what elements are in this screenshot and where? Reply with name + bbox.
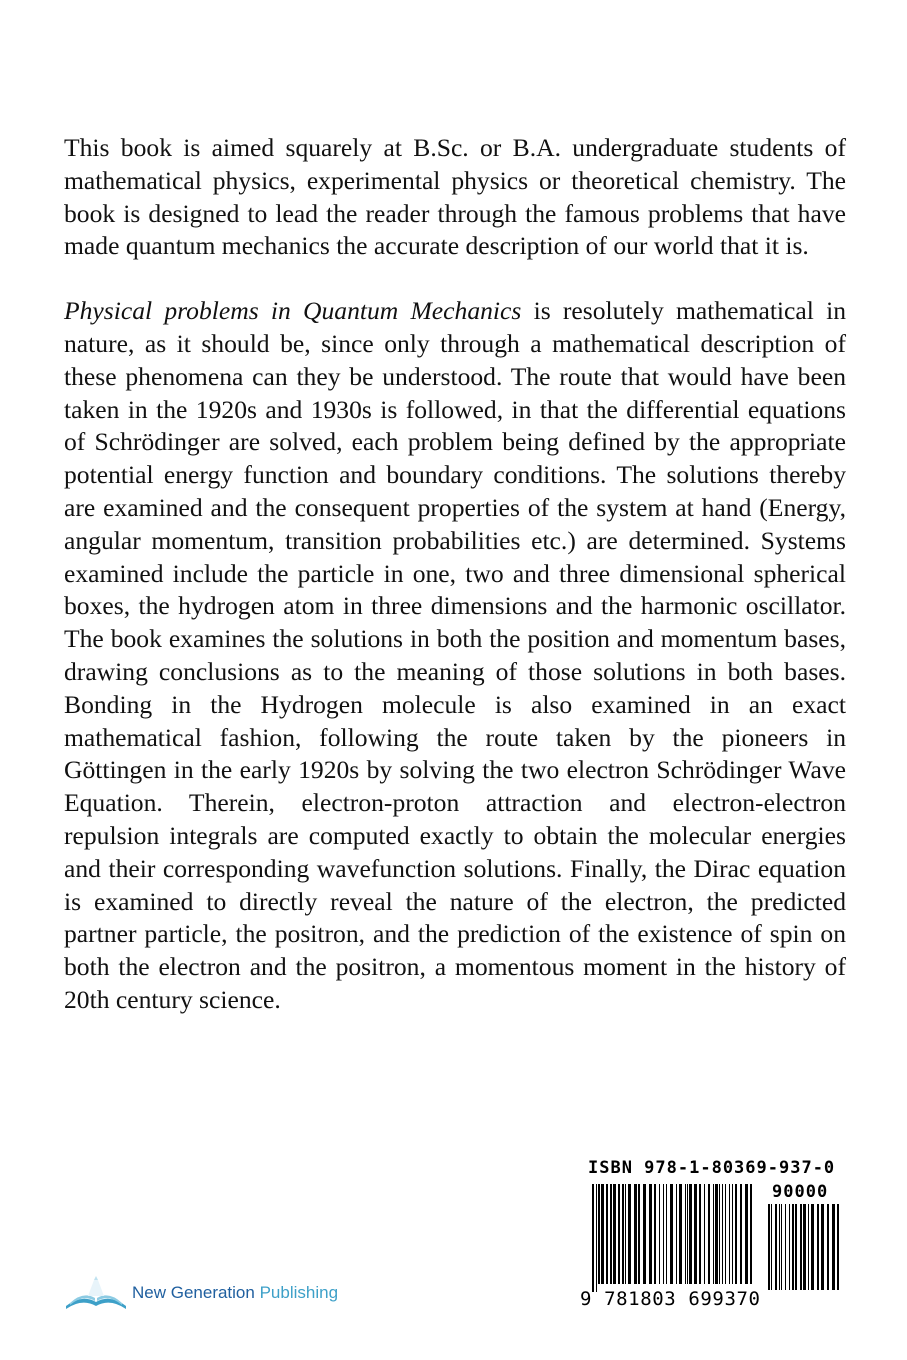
barcode-bar: [803, 1204, 806, 1290]
blurb-paragraph-2-text: is resolutely mathematical in nature, as it should be, since only through a mathematical description of these phenomena can they be understood. The route that would have been taken in the 1920s and 1930s is followed, in that the differential equations of Schrödinger are solved, each problem being defined by the appropriate potential energy function and boundary conditions. The solutions thereby are examined and the consequent properties of the system at hand (Energy, angular momentum, transition probabilities etc.) are determined. Systems examined include the particle in one, two and three dimensional spherical boxes, the hydrogen atom in three dimensions and the harmonic oscillator. The book examines the solutions in both the position and momentum bases, drawing conclusions as to the meaning of those solutions in both bases. Bonding in the Hydrogen molecule is also examined in an exact mathematical fashion, following the route taken by the pioneers in Göttingen in the early 1920s by solving the two electron Schrödinger Wave Equation. Therein, electron-proton attraction and electron-electron repulsion integrals are computed exactly to obtain the molecular energies and their corresponding wavefunction solutions. Finally, the Dirac equation is examined to directly reveal the nature of the electron, the predicted partner particle, the positron, and the prediction of the existence of spin on both the electron and the positron, a momentous moment in the history of 20th century science.: [64, 296, 846, 1014]
barcode-bar: [775, 1204, 777, 1290]
barcode-bar: [676, 1184, 677, 1284]
barcode-bar: [745, 1184, 748, 1284]
barcode-bar: [670, 1184, 673, 1284]
barcode-bar: [719, 1184, 720, 1284]
barcode-bar: [628, 1184, 631, 1284]
barcode-bar: [610, 1184, 612, 1284]
barcode-bar: [649, 1184, 652, 1284]
barcode-bar: [659, 1184, 660, 1284]
barcode-bar: [622, 1184, 624, 1284]
ean-digits: 9 781803 699370: [580, 1288, 761, 1310]
publisher-name-part2: Publishing: [259, 1283, 339, 1302]
barcode-bar: [643, 1184, 646, 1284]
barcode-bar: [687, 1184, 688, 1284]
barcode-bar: [663, 1184, 664, 1284]
barcode-bar: [596, 1184, 597, 1292]
ean-barcode-bars: [592, 1184, 756, 1292]
publisher-name-part1: New Generation: [132, 1283, 255, 1302]
barcode-bar: [606, 1184, 608, 1284]
barcode-bar: [792, 1204, 794, 1290]
book-title-italic: Physical problems in Quantum Mechanics: [64, 296, 522, 326]
barcode-bar: [800, 1204, 802, 1290]
barcode-bar: [613, 1184, 616, 1284]
barcode-bar: [666, 1184, 667, 1284]
barcode-bar: [735, 1184, 737, 1284]
barcode-bar: [715, 1184, 718, 1284]
barcode-bar: [654, 1184, 656, 1284]
isbn-barcode: [562, 1158, 846, 1324]
barcode-bar: [689, 1184, 692, 1284]
barcode-bar: [592, 1184, 594, 1292]
barcode-bar: [685, 1184, 686, 1284]
barcode-bar: [779, 1204, 780, 1290]
barcode-bar: [625, 1184, 626, 1284]
barcode-bar: [601, 1184, 604, 1284]
barcode-bar: [827, 1204, 829, 1290]
barcode-bar: [729, 1184, 730, 1284]
isbn-label: ISBN 978-1-80369-937-0: [588, 1158, 836, 1178]
barcode-bar: [704, 1184, 705, 1284]
back-cover-blurb: [64, 132, 846, 1017]
barcode-bar: [771, 1204, 772, 1290]
barcode-bar: [694, 1184, 697, 1284]
barcode-bar: [795, 1204, 797, 1290]
barcode-bar: [740, 1184, 742, 1284]
barcode-bar: [832, 1204, 835, 1290]
barcode-bar: [785, 1204, 786, 1290]
barcode-bar: [708, 1184, 710, 1284]
barcode-bar: [732, 1184, 733, 1284]
barcode-bar: [808, 1204, 809, 1290]
open-book-icon: [64, 1276, 128, 1310]
barcode-bar: [699, 1184, 701, 1284]
blurb-paragraph-1: This book is aimed squarely at B.Sc. or B.A. undergraduate students of mathematical physics, experimental physics or theoretical chemistry. The book is designed to lead the reader through the famous problems that have made quantum mechanics the accurate description of our world that it is.: [64, 133, 846, 261]
addon-barcode-bars: [768, 1204, 840, 1290]
barcode-bar: [713, 1184, 714, 1284]
barcode-bar: [598, 1184, 600, 1284]
publisher-logo: [64, 1276, 338, 1310]
barcode-bar: [837, 1204, 839, 1290]
barcode-bar: [725, 1184, 726, 1284]
publisher-name: [132, 1283, 338, 1303]
barcode-bar: [781, 1204, 782, 1290]
barcode-bar: [634, 1184, 637, 1284]
barcode-bar: [638, 1184, 640, 1284]
barcode-bar: [789, 1204, 790, 1290]
barcode-bar: [618, 1184, 620, 1284]
barcode-bar: [768, 1204, 770, 1290]
barcode-bar: [679, 1184, 682, 1284]
barcode-bar: [811, 1204, 814, 1290]
price-code-label: 90000: [772, 1182, 829, 1202]
barcode-bar: [821, 1204, 824, 1290]
barcode-bar: [722, 1184, 723, 1284]
barcode-bar: [750, 1184, 752, 1284]
barcode-bar: [817, 1204, 819, 1290]
blurb-paragraph-2: [64, 295, 846, 1017]
